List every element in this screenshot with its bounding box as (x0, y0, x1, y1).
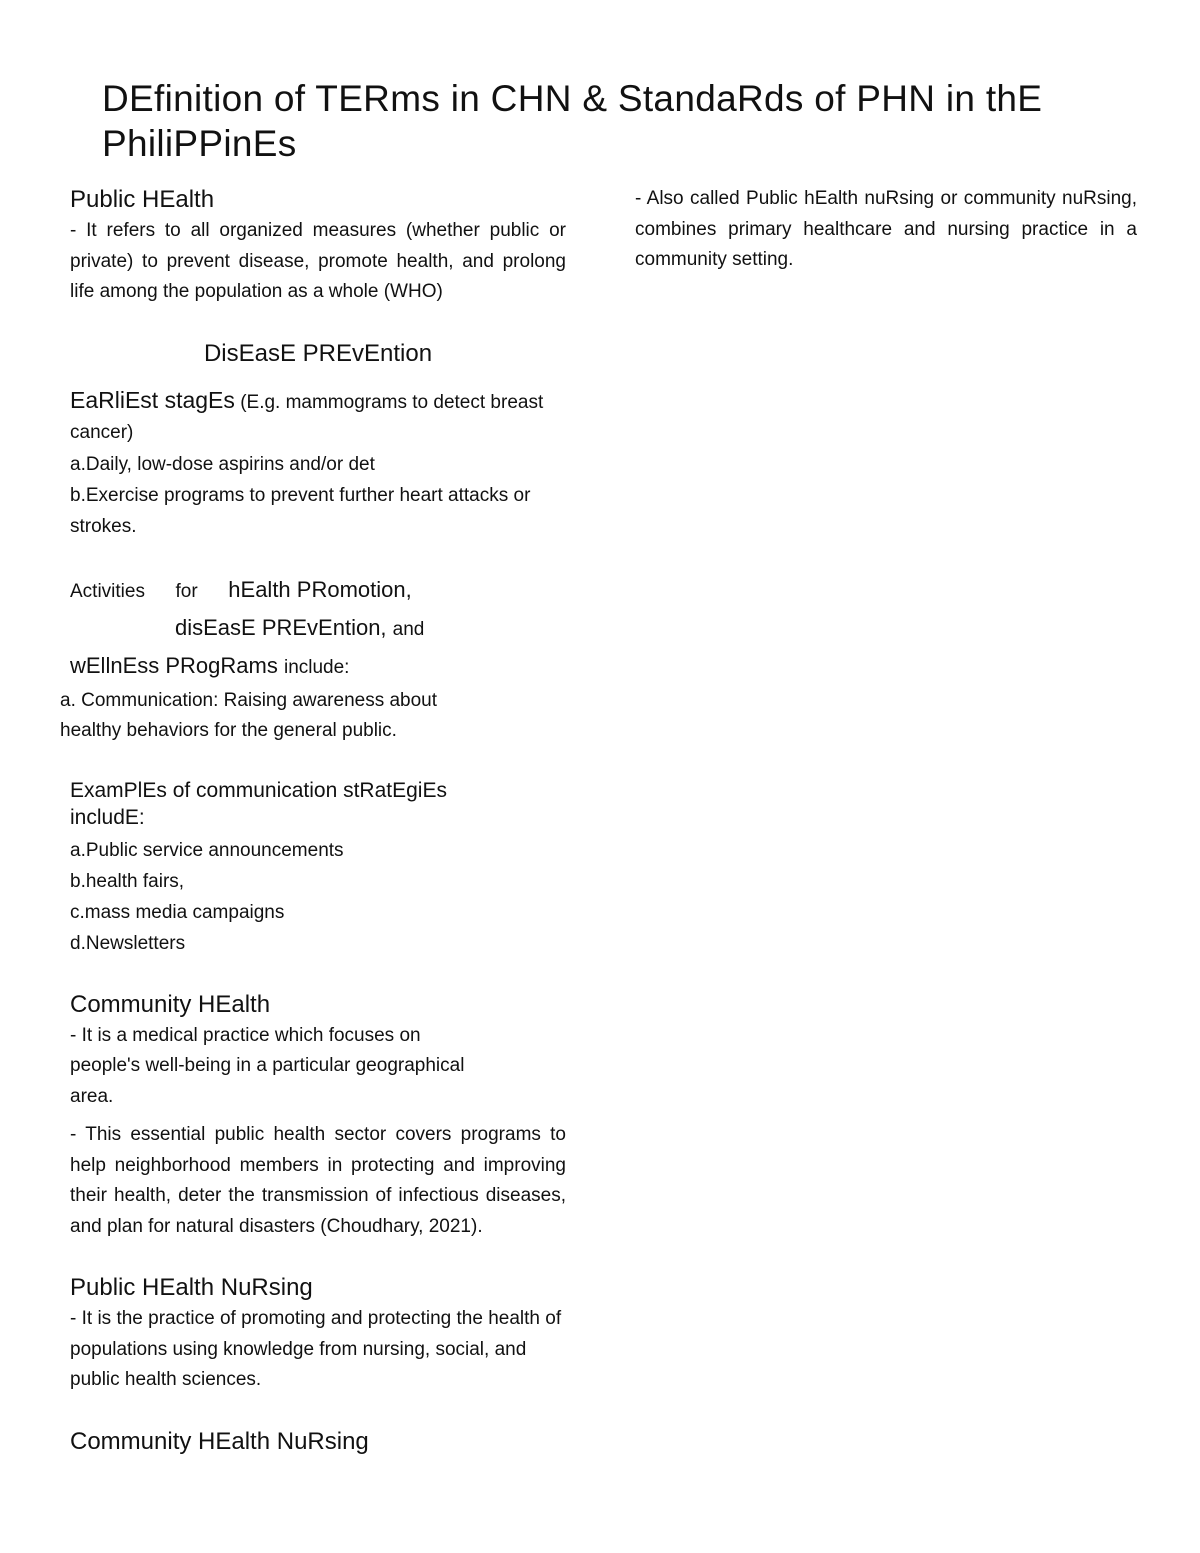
page-title: DEfinition of TERms in CHN & StandaRds of PHN in thE PhiliPPinEs (102, 78, 1043, 164)
public-health-definition: - It refers to all organized measures (whether public or private) to prevent disease, promote health, and prolong life among the population as a whole (WHO) (70, 220, 566, 302)
activities-word: Activities (70, 580, 145, 602)
prevention-item-b: b.Exercise programs to prevent further heart attacks or strokes. (70, 484, 531, 537)
earliest-stages-note: (E.g. mammograms to detect breast cancer) (70, 391, 544, 443)
community-health-para-1: - It is a medical practice which focuses on people's well-being in a particular geographical area. (70, 1024, 465, 1107)
strategy-item-a: a.Public service announcements (70, 839, 344, 861)
activities-and: and (392, 618, 425, 640)
activities-line-3 (70, 648, 566, 686)
right-column (635, 184, 1137, 276)
activities-line-2 (70, 610, 566, 648)
community-health-para-2: - This essential public health sector covers programs to help neighborhood members in protecting and improving their health, deter the transmission of infectious diseases, and plan for natural disasters (Choudhary, 2021). (70, 1124, 566, 1237)
activities-disease-prevention: disEasE PREvEntion, (175, 614, 387, 640)
strategy-item-b: b.health fairs, (70, 870, 185, 892)
prevention-item-a: a.Daily, low-dose aspirins and/or det (70, 453, 375, 475)
left-column (60, 184, 566, 1458)
activities-line-1 (70, 572, 566, 610)
activities-for: for (175, 580, 198, 602)
activities-health-promotion: hEalth PRomotion, (228, 576, 412, 602)
community-health-heading: Community HEalth (70, 990, 271, 1018)
activities-include: include: (283, 656, 350, 678)
community-health-nursing-definition: - Also called Public hEalth nuRsing or community nuRsing, combines primary healthcare and nursing practice in a community setting. (635, 188, 1137, 270)
strategy-item-c: c.mass media campaigns (70, 901, 285, 923)
community-health-nursing-heading: Community HEalth NuRsing (70, 1427, 369, 1455)
communication-strategies-heading: ExamPlEs of communication stRatEgiEs includE: (70, 778, 447, 829)
public-health-nursing-heading: Public HEalth NuRsing (70, 1274, 313, 1301)
communication-item: a. Communication: Raising awareness about healthy behaviors for the general public. (60, 689, 438, 741)
activities-wellness-programs: wEllnEss PRogRams (70, 652, 278, 678)
public-health-nursing-definition: - It is the practice of promoting and protecting the health of populations using knowledge from nursing, social, and public health sciences. (70, 1308, 562, 1390)
activities-block (60, 572, 566, 747)
public-health-heading: Public HEalth (70, 186, 215, 213)
disease-prevention-heading: DisEasE PREvEntion (203, 339, 433, 367)
earliest-stages-heading: EaRliEst stagEs (70, 386, 235, 413)
earliest-stages-block (70, 384, 566, 449)
strategy-item-d: d.Newsletters (70, 932, 186, 954)
